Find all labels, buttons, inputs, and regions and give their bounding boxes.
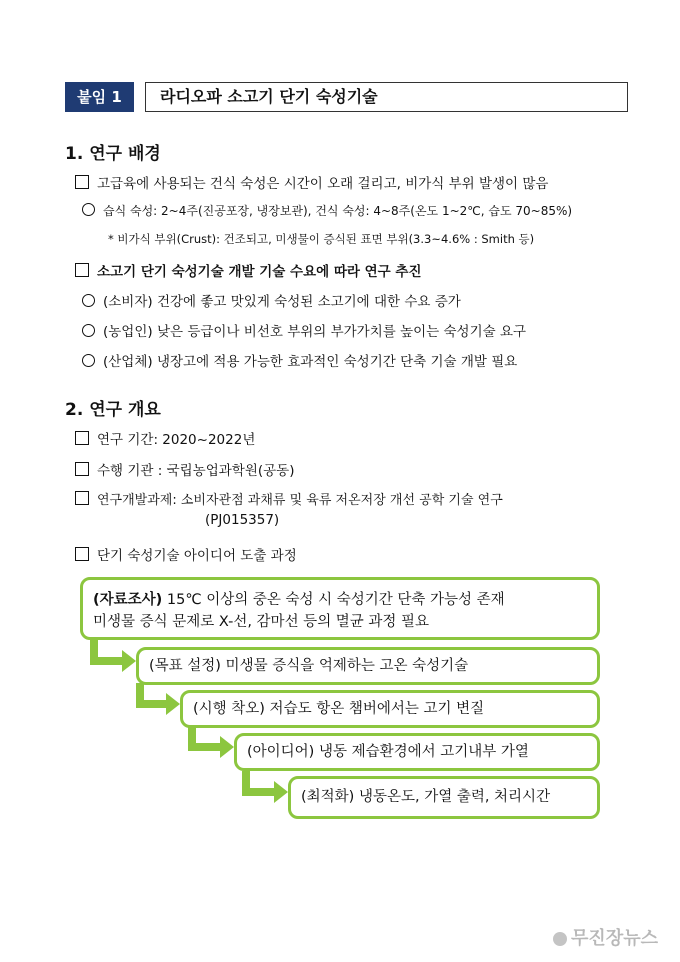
watermark-logo-icon xyxy=(553,932,567,946)
square-bullet-icon xyxy=(75,491,89,505)
flow-arrow-icon xyxy=(84,640,144,680)
section1-item2-sub: (산업체) 냉장고에 적용 가능한 효과적인 숙성기간 단축 기술 개발 필요 xyxy=(82,350,517,370)
attachment-badge: 붙임 1 xyxy=(65,82,134,112)
section1-item2-sub: (농업인) 낮은 등급이나 비선호 부위의 부가가치를 높이는 숙성기술 요구 xyxy=(82,320,526,340)
section1-item1-note: * 비가식 부위(Crust): 건조되고, 미생물이 증식된 표면 부위(3.3~4.6% : Smith 등) xyxy=(108,232,535,246)
section1-item1-sub: 습식 숙성: 2~4주(진공포장, 냉장보관), 건식 숙성: 4~8주(온도 1~2℃, 습도 70~85%) xyxy=(82,202,572,219)
circle-bullet-icon xyxy=(82,294,95,307)
flow-arrow-icon xyxy=(182,726,242,766)
flow-arrow-icon xyxy=(130,683,190,723)
project-code: (PJ015357) xyxy=(205,512,280,528)
square-bullet-icon xyxy=(75,462,89,476)
section2-item: 단기 숙성기술 아이디어 도출 과정 xyxy=(75,544,297,564)
flow-step-trial: (시행 착오) 저습도 항온 챔버에서는 고기 변질 xyxy=(180,690,600,728)
flow-step-idea: (아이디어) 냉동 제습환경에서 고기내부 가열 xyxy=(234,733,600,771)
flow-step-goal: (목표 설정) 미생물 증식을 억제하는 고온 숙성기술 xyxy=(136,647,600,685)
flow-step-optimize: (최적화) 냉동온도, 가열 출력, 처리시간 xyxy=(288,776,600,819)
circle-bullet-icon xyxy=(82,203,95,216)
flow-step-research: (자료조사) 15℃ 이상의 중온 숙성 시 숙성기간 단축 가능성 존재 미생물 증식 문제로 X-선, 감마선 등의 멸균 과정 필요 xyxy=(80,577,600,640)
circle-bullet-icon xyxy=(82,354,95,367)
section2-item: 연구개발과제: 소비자관점 과채류 및 육류 저온저장 개선 공학 기술 연구 xyxy=(75,489,503,508)
circle-bullet-icon xyxy=(82,324,95,337)
section2-heading: 2. 연구 개요 xyxy=(65,400,161,420)
section1-heading: 1. 연구 배경 xyxy=(65,144,161,164)
flow-arrow-icon xyxy=(236,771,296,811)
square-bullet-icon xyxy=(75,431,89,445)
square-bullet-icon xyxy=(75,263,89,277)
section1-item2: 소고기 단기 숙성기술 개발 기술 수요에 따라 연구 추진 xyxy=(75,260,422,280)
watermark: 무진장뉴스 xyxy=(553,924,658,950)
section1-item1: 고급육에 사용되는 건식 숙성은 시간이 오래 걸리고, 비가식 부위 발생이 많음 xyxy=(75,172,548,192)
document-title: 라디오파 소고기 단기 숙성기술 xyxy=(145,82,628,112)
section2-item: 연구 기간: 2020~2022년 xyxy=(75,428,255,448)
section2-item: 수행 기관 : 국립농업과학원(공동) xyxy=(75,459,295,479)
square-bullet-icon xyxy=(75,175,89,189)
section1-item2-sub: (소비자) 건강에 좋고 맛있게 숙성된 소고기에 대한 수요 증가 xyxy=(82,290,461,310)
square-bullet-icon xyxy=(75,547,89,561)
